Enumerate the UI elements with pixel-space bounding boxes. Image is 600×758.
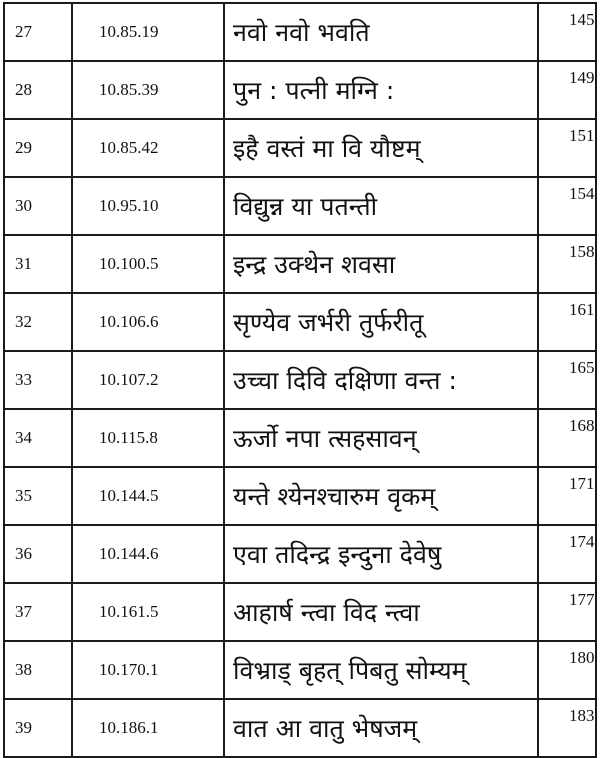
page-number: 177: [538, 583, 596, 641]
mantra-text: विभ्राड् बृहत् पिबतु सोम्यम्: [224, 641, 538, 699]
page-number: 154: [538, 177, 596, 235]
verse-reference: 10.115.8: [72, 409, 224, 467]
mantra-index-table: [3, 2, 597, 758]
serial-number: 36: [4, 525, 72, 583]
serial-number: 32: [4, 293, 72, 351]
table-body: [4, 3, 596, 757]
mantra-text: नवो नवो भवति: [224, 3, 538, 61]
table-row: [4, 3, 596, 61]
verse-reference: 10.107.2: [72, 351, 224, 409]
mantra-text: सृण्येव जर्भरी तुर्फरीतू: [224, 293, 538, 351]
serial-number: 30: [4, 177, 72, 235]
serial-number: 29: [4, 119, 72, 177]
mantra-text: इहै वस्तं मा वि यौष्टम्: [224, 119, 538, 177]
table-row: [4, 177, 596, 235]
serial-number: 37: [4, 583, 72, 641]
verse-reference: 10.186.1: [72, 699, 224, 757]
page-number: 158: [538, 235, 596, 293]
verse-reference: 10.170.1: [72, 641, 224, 699]
mantra-text: पुन : पत्नी मग्नि :: [224, 61, 538, 119]
serial-number: 33: [4, 351, 72, 409]
page-number: 165: [538, 351, 596, 409]
verse-reference: 10.95.10: [72, 177, 224, 235]
table-row: [4, 119, 596, 177]
mantra-text: एवा तदिन्द्र इन्दुना देवेषु: [224, 525, 538, 583]
verse-reference: 10.144.6: [72, 525, 224, 583]
table-row: [4, 235, 596, 293]
verse-reference: 10.85.39: [72, 61, 224, 119]
mantra-text: इन्द्र उक्थेन शवसा: [224, 235, 538, 293]
verse-reference: 10.85.42: [72, 119, 224, 177]
page-number: 151: [538, 119, 596, 177]
mantra-text: विद्युन्न या पतन्ती: [224, 177, 538, 235]
serial-number: 31: [4, 235, 72, 293]
table-row: [4, 525, 596, 583]
table-row: [4, 467, 596, 525]
serial-number: 27: [4, 3, 72, 61]
verse-reference: 10.100.5: [72, 235, 224, 293]
serial-number: 34: [4, 409, 72, 467]
serial-number: 28: [4, 61, 72, 119]
page-number: 161: [538, 293, 596, 351]
table-row: [4, 409, 596, 467]
table-row: [4, 293, 596, 351]
page-number: 168: [538, 409, 596, 467]
table-row: [4, 641, 596, 699]
page-number: 174: [538, 525, 596, 583]
page-number: 145: [538, 3, 596, 61]
mantra-text: ऊर्जो नपा त्सहसावन्: [224, 409, 538, 467]
verse-reference: 10.85.19: [72, 3, 224, 61]
mantra-text: वात आ वातु भेषजम्: [224, 699, 538, 757]
page-number: 180: [538, 641, 596, 699]
verse-reference: 10.144.5: [72, 467, 224, 525]
page-number: 171: [538, 467, 596, 525]
page-number: 183: [538, 699, 596, 757]
table-row: [4, 583, 596, 641]
table-row: [4, 351, 596, 409]
mantra-text: उच्चा दिवि दक्षिणा वन्त :: [224, 351, 538, 409]
table-row: [4, 699, 596, 757]
page-number: 149: [538, 61, 596, 119]
verse-reference: 10.161.5: [72, 583, 224, 641]
verse-reference: 10.106.6: [72, 293, 224, 351]
mantra-text: यन्ते श्येनश्चारुम वृकम्: [224, 467, 538, 525]
serial-number: 35: [4, 467, 72, 525]
mantra-text: आहार्ष न्त्वा विद न्त्वा: [224, 583, 538, 641]
serial-number: 39: [4, 699, 72, 757]
table-row: [4, 61, 596, 119]
serial-number: 38: [4, 641, 72, 699]
